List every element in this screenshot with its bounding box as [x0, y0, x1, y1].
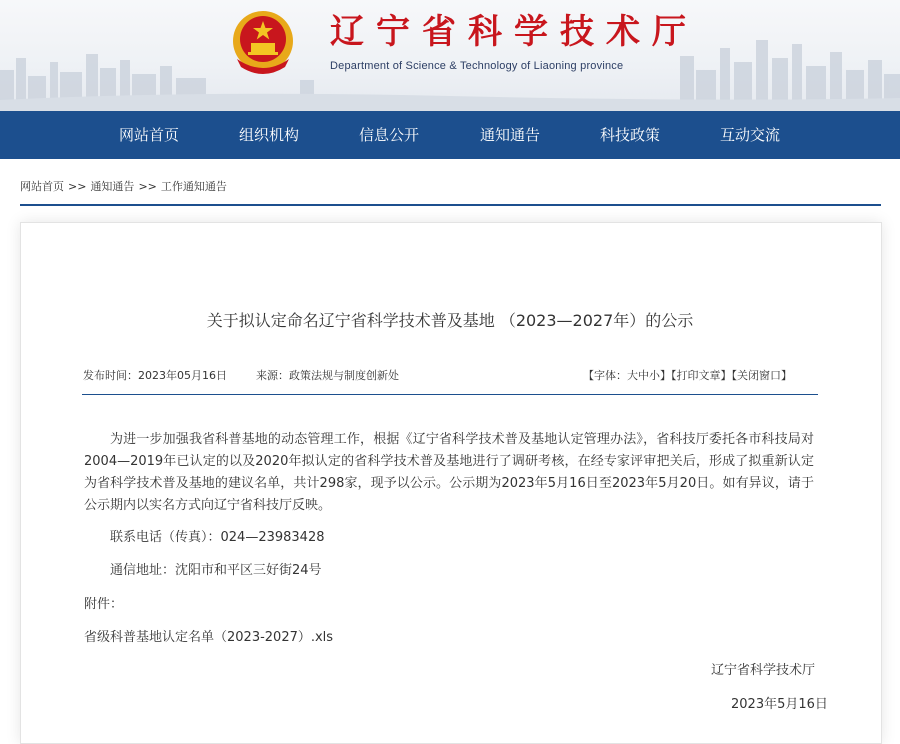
breadcrumb-work-notices-link[interactable]: 工作通知通告 [160, 180, 227, 193]
article-title: 关于拟认定命名辽宁省科学技术普及基地 （2023—2027年）的公示 [206, 311, 694, 330]
font-size-control [583, 367, 792, 383]
nav-item-interaction[interactable]: 互动交流 [719, 126, 780, 144]
signature-date: 2023年5月16日 [731, 697, 828, 712]
breadcrumb [20, 177, 227, 197]
breadcrumb-separator: >> [68, 180, 87, 193]
article-source: 来源：政策法规与制度创新处 [256, 369, 399, 382]
breadcrumb-home-link[interactable]: 网站首页 [20, 180, 64, 193]
font-size-link[interactable]: 【字体：大中小】 [583, 369, 671, 382]
main-nav [0, 111, 900, 159]
breadcrumb-divider [20, 204, 881, 206]
nav-item-organization[interactable]: 组织机构 [238, 126, 299, 144]
nav-item-policy[interactable]: 科技政策 [599, 126, 660, 144]
breadcrumb-notices-link[interactable]: 通知通告 [90, 180, 135, 193]
header-banner [0, 0, 900, 111]
article-paragraph: 为进一步加强我省科普基地的动态管理工作，根据《辽宁省科学技术普及基地认定管理办法》，省科技厅委托各市科技局对2004—2019年已认定的以及2020年拟认定的省科学技术普及基地进行了调研考核，在经专家评审把关后，形成了拟重新认定为省科学技术普及基地的建议名单，共计298家，现予以公示。公示期为2023年5月16日至2023年5月20日。如有异议，请于公示期内以实名方式向辽宁省科技厅反映。 [84, 432, 814, 513]
publish-time: 发布时间：2023年05月16日 [83, 369, 227, 382]
nav-item-information[interactable]: 信息公开 [358, 126, 419, 144]
site-subtitle: Department of Science & Technology of Liaoning province [330, 60, 624, 72]
signature: 辽宁省科学技术厅 [711, 663, 816, 678]
contact-phone: 联系电话（传真）：024—23983428 [110, 530, 325, 545]
meta-divider [82, 394, 818, 395]
nav-item-notices[interactable]: 通知通告 [479, 126, 540, 144]
contact-address: 通信地址：沈阳市和平区三好街24号 [110, 563, 322, 578]
site-title: 辽宁省科学技术厅 [330, 12, 698, 52]
print-article-link[interactable]: 【打印文章】 [671, 369, 732, 382]
attachment-file-link[interactable]: 省级科普基地认定名单（2023-2027）.xls [84, 630, 334, 645]
nav-item-home[interactable]: 网站首页 [118, 126, 179, 144]
breadcrumb-separator: >> [138, 180, 157, 193]
attachment-label: 附件： [84, 597, 124, 612]
national-emblem-icon [227, 7, 299, 79]
close-window-link[interactable]: 【关闭窗口】 [731, 369, 792, 382]
